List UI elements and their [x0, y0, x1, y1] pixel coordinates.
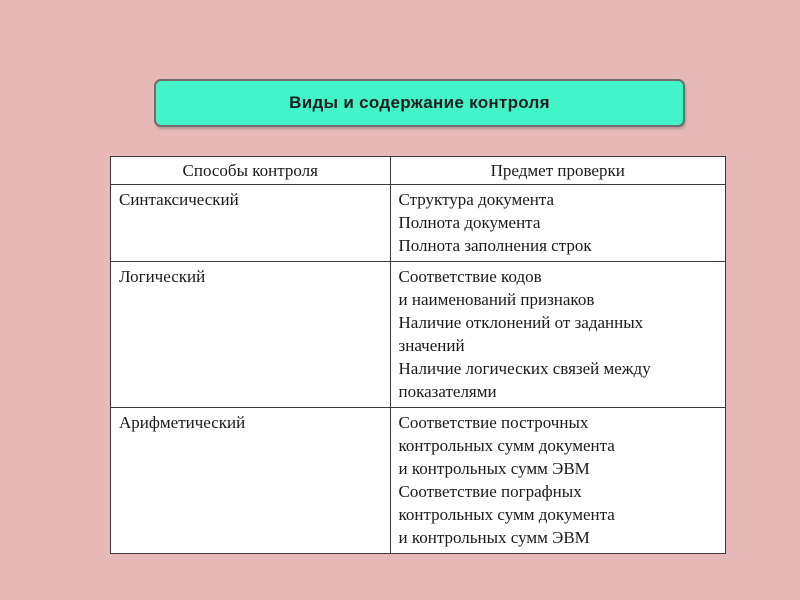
- page-title: Виды и содержание контроля: [289, 93, 550, 112]
- subject-line: Соответствие пографных: [398, 482, 582, 501]
- header-subject: Предмет проверки: [390, 157, 725, 185]
- method-cell: Синтаксический: [111, 185, 390, 262]
- control-table: [110, 156, 726, 554]
- subject-line: контрольных сумм документа: [398, 436, 615, 455]
- subject-line: Наличие отклонений от заданных: [398, 313, 644, 332]
- subject-line: значений: [398, 336, 465, 355]
- title-banner: [154, 79, 685, 127]
- header-methods: Способы контроля: [111, 157, 390, 185]
- method-cell: Логический: [111, 262, 390, 408]
- table-row: [111, 262, 725, 408]
- method-cell: Арифметический: [111, 408, 390, 554]
- subject-line: Полнота заполнения строк: [398, 236, 592, 255]
- table-header-row: [111, 157, 725, 185]
- subject-cell: [390, 262, 725, 408]
- subject-line: и контрольных сумм ЭВМ: [398, 459, 590, 478]
- subject-line: показателями: [398, 382, 497, 401]
- subject-cell: [390, 185, 725, 262]
- subject-line: Структура документа: [398, 190, 555, 209]
- subject-line: Соответствие построчных: [398, 413, 589, 432]
- subject-line: Полнота документа: [398, 213, 541, 232]
- control-types-table: [111, 157, 725, 553]
- subject-line: и наименований признаков: [398, 290, 595, 309]
- table-row: [111, 408, 725, 554]
- table-row: [111, 185, 725, 262]
- subject-line: Соответствие кодов: [398, 267, 542, 286]
- subject-line: Наличие логических связей между: [398, 359, 651, 378]
- subject-cell: [390, 408, 725, 554]
- subject-line: контрольных сумм документа: [398, 505, 615, 524]
- subject-line: и контрольных сумм ЭВМ: [398, 528, 590, 547]
